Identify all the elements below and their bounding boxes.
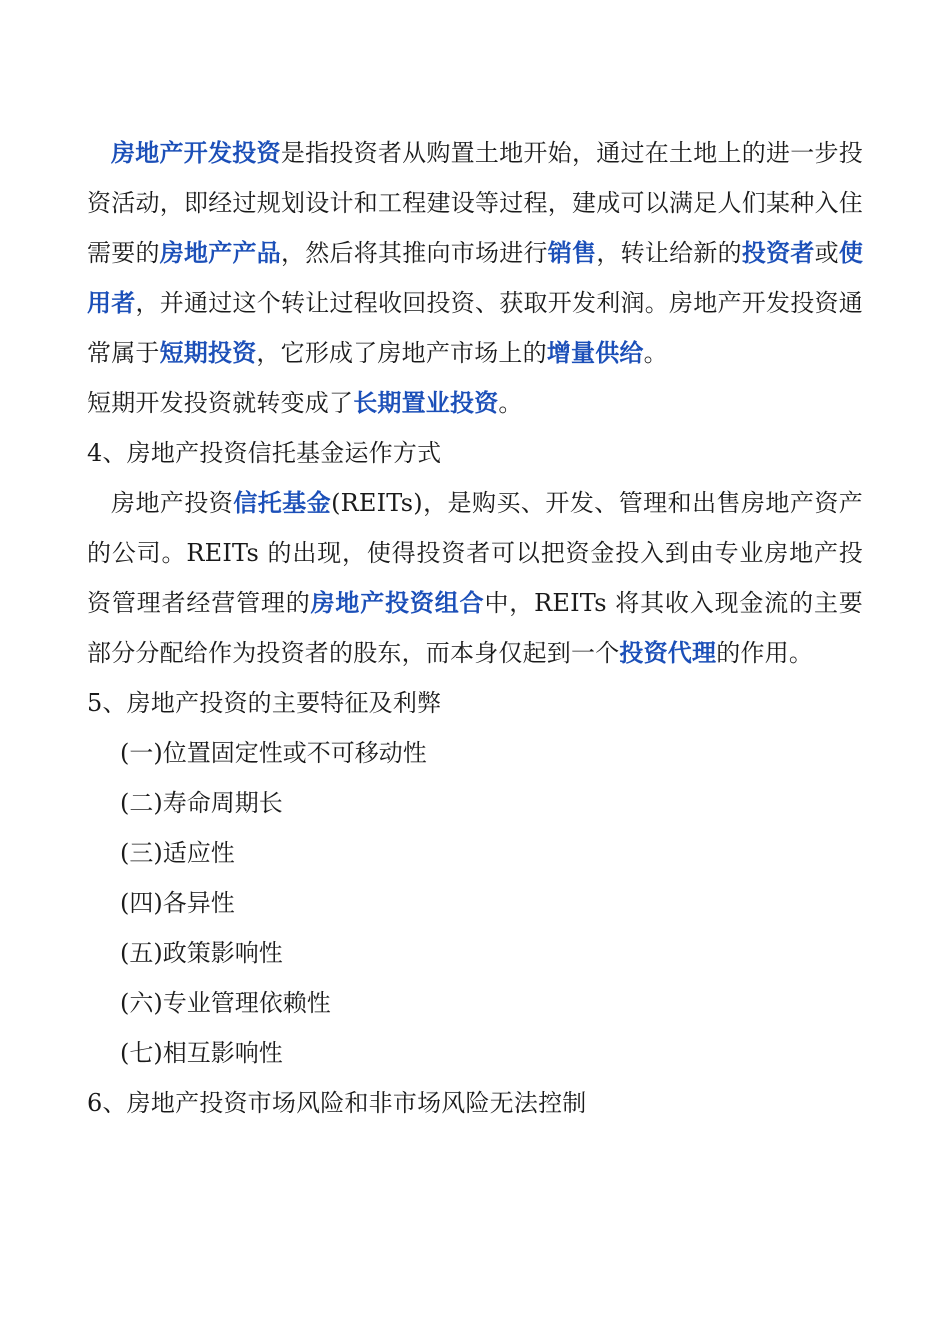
list-item: (三)适应性: [120, 839, 235, 867]
document-page: [87, 128, 863, 1128]
section-5-heading: 5、房地产投资的主要特征及利弊: [87, 689, 442, 717]
keyword-link[interactable]: 房地产投资组合: [310, 589, 485, 617]
list-item: (四)各异性: [120, 889, 235, 917]
keyword-link[interactable]: 投资代理: [619, 639, 717, 667]
body-text: ，并通过这个转让过程收回投资、获取开发利润。房地产开发投资通常属于: [87, 289, 864, 367]
list-item: (一)位置固定性或不可移动性: [120, 739, 427, 767]
body-text: 或: [814, 239, 839, 267]
body-text: 。: [498, 389, 523, 417]
short-term-paragraph: [87, 378, 863, 428]
intro-paragraph: [87, 128, 863, 378]
body-text: ，然后将其推向市场进行: [281, 239, 548, 267]
list-item: (七)相互影响性: [120, 1039, 283, 1067]
section-4-heading: 4、房地产投资信托基金运作方式: [87, 439, 442, 467]
body-text: ，转让给新的: [596, 239, 742, 267]
keyword-link[interactable]: 房地产开发投资: [111, 139, 281, 167]
section-4-paragraph: [87, 478, 863, 678]
body-text: 中，REITs 将其收入现金流的主要部分分配给作为投资者的股东，而本身仅起到一个: [87, 589, 863, 667]
keyword-link[interactable]: 销售: [547, 239, 597, 267]
section-6-heading: 6、房地产投资市场风险和非市场风险无法控制: [87, 1089, 587, 1117]
keyword-link[interactable]: 投资者: [741, 239, 815, 267]
list-item: (二)寿命周期长: [120, 789, 283, 817]
body-text: 短期开发投资就转变成了: [87, 389, 354, 417]
list-item: (六)专业管理依赖性: [120, 989, 331, 1017]
keyword-link[interactable]: 长期置业投资: [353, 389, 499, 417]
body-text: (REITs)，是购买、开发、管理和出售房地产资产的公司。REITs 的出现，使得投资者可以把资金投入到由专业房地产投资管理者经营管理的: [87, 489, 863, 617]
body-text: ，它形成了房地产市场上的: [256, 339, 547, 367]
keyword-link[interactable]: 房地产产品: [159, 239, 282, 267]
keyword-link[interactable]: 短期投资: [159, 339, 257, 367]
keyword-link[interactable]: 使用者: [87, 239, 864, 317]
body-text: 房地产投资: [111, 489, 234, 517]
body-text: 的作用。: [716, 639, 814, 667]
body-text: 是指投资者从购置土地开始，通过在土地上的进一步投资活动，即经过规划设计和工程建设等过程，建成可以满足人们某种入住需要的: [87, 139, 863, 267]
keyword-link[interactable]: 增量供给: [546, 339, 644, 367]
keyword-link[interactable]: 信托基金: [233, 489, 332, 517]
body-text: 。: [643, 339, 668, 367]
list-item: (五)政策影响性: [120, 939, 283, 967]
